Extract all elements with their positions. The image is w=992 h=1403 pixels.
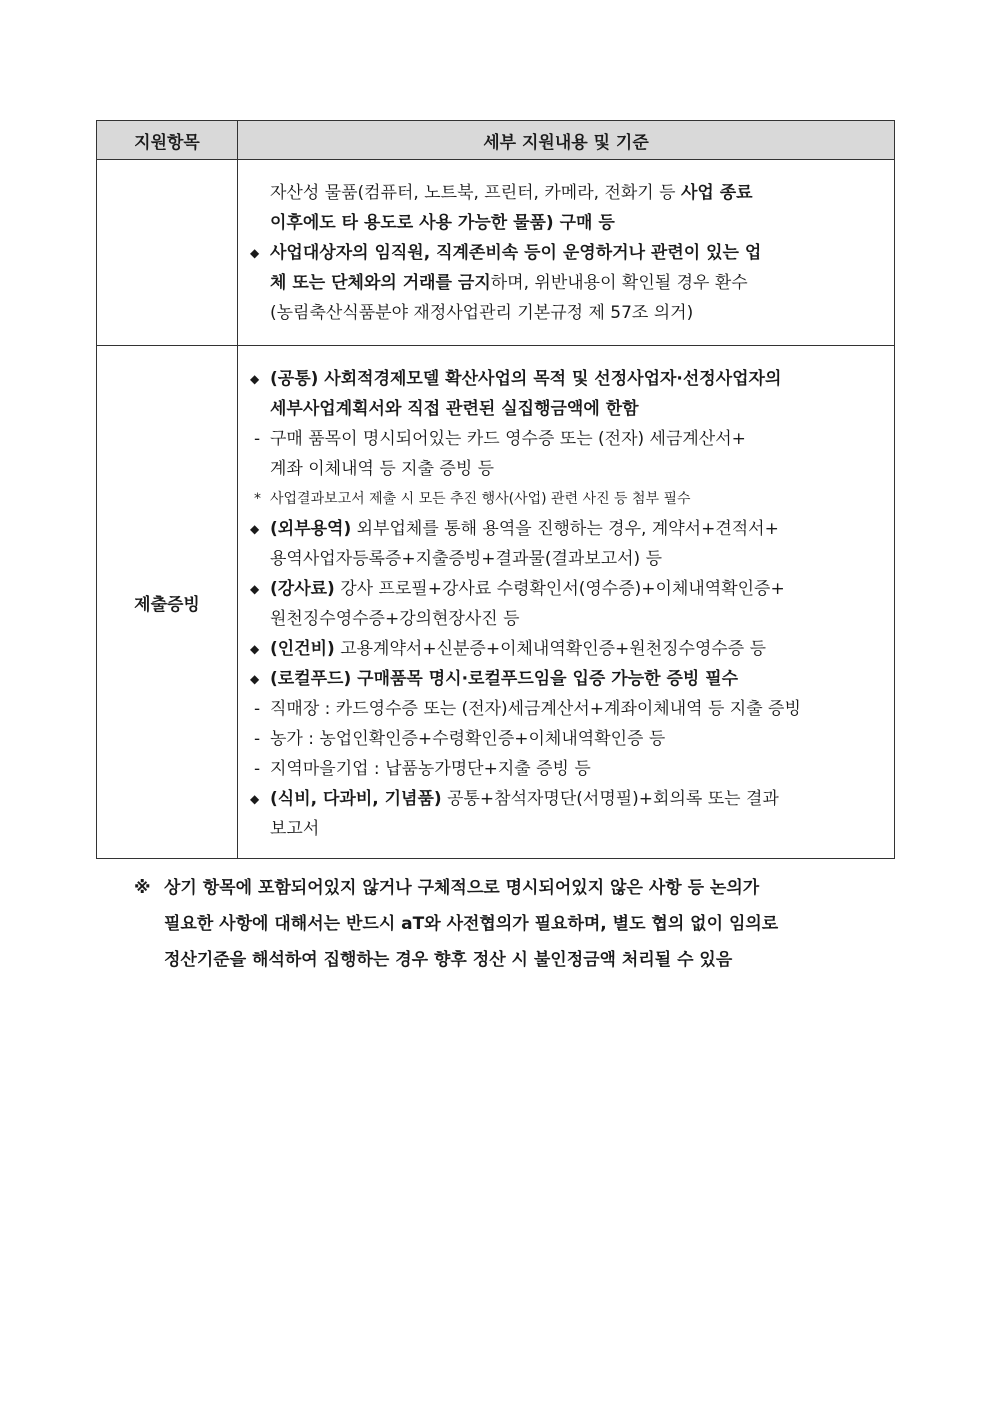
- text-line: 체 또는 단체와의 거래를 금지하며, 위반내용이 확인될 경우 환수: [270, 273, 748, 293]
- list-item: - 지역마을기업 : 납품농가명단+지출 증빙 등: [248, 754, 884, 784]
- footnote-line: 상기 항목에 포함되어있지 않거나 구체적으로 명시되어있지 않은 사항 등 논의가: [164, 878, 760, 898]
- text-line: 자산성 물품(컴퓨터, 노트북, 프린터, 카메라, 전화기 등 사업 종료: [270, 183, 753, 203]
- dash-marker: -: [254, 699, 261, 719]
- list-item: - 직매장 : 카드영수증 또는 (전자)세금계산서+계좌이체내역 등 지출 증빙: [248, 694, 884, 724]
- header-support-item: 지원항목: [97, 121, 238, 160]
- row-content: [238, 346, 895, 859]
- text-line: 원천징수영수증+강의현장사진 등: [270, 609, 520, 629]
- footnote-line: 필요한 사항에 대해서는 반드시 aT와 사전협의가 필요하며, 별도 협의 없이 임의로: [164, 914, 779, 934]
- list-item: ◆ 사업대상자의 임직원, 직계존비속 등이 운영하거나 관련이 있는 업: [248, 238, 884, 268]
- row-content: [238, 160, 895, 346]
- text-line: 보고서: [270, 819, 320, 839]
- text-line: 계좌 이체내역 등 지출 증빙 등: [270, 459, 495, 479]
- asterisk-icon: *: [254, 491, 261, 507]
- text-line: (농림축산식품분야 재정사업관리 기본규정 제 57조 의거): [270, 303, 694, 323]
- diamond-bullet-icon: ◆: [250, 582, 260, 596]
- dash-marker: -: [254, 429, 261, 449]
- diamond-bullet-icon: ◆: [250, 642, 260, 656]
- list-item: ◆ (강사료) 강사 프로필+강사료 수령확인서(영수증)+이체내역확인증+: [248, 574, 884, 604]
- list-item: - 구매 품목이 명시되어있는 카드 영수증 또는 (전자) 세금계산서+: [248, 424, 884, 454]
- dash-marker: -: [254, 729, 261, 749]
- list-item: ◆ (외부용역) 외부업체를 통해 용역을 진행하는 경우, 계약서+견적서+: [248, 514, 884, 544]
- text-line: 이후에도 타 용도로 사용 가능한 물품) 구매 등: [270, 213, 615, 233]
- diamond-bullet-icon: ◆: [250, 522, 260, 536]
- dash-marker: -: [254, 759, 261, 779]
- list-item: ◆ (로컬푸드) 구매품목 명시·로컬푸드임을 입증 가능한 증빙 필수: [248, 664, 884, 694]
- text-line: 용역사업자등록증+지출증빙+결과물(결과보고서) 등: [270, 549, 663, 569]
- table-row: [97, 346, 895, 859]
- list-item: ◆ (공통) 사회적경제모델 확산사업의 목적 및 선정사업자·선정사업자의: [248, 364, 884, 394]
- footnote-line: 정산기준을 해석하여 집행하는 경우 향후 정산 시 불인정금액 처리될 수 있음: [164, 950, 733, 970]
- diamond-bullet-icon: ◆: [250, 672, 260, 686]
- text-line: 세부사업계획서와 직접 관련된 실집행금액에 한함: [270, 399, 639, 419]
- diamond-bullet-icon: ◆: [250, 246, 260, 260]
- list-item: ◆ (인건비) 고용계약서+신분증+이체내역확인증+원천징수영수증 등: [248, 634, 884, 664]
- header-detail-criteria: 세부 지원내용 및 기준: [238, 121, 895, 160]
- row-label-empty: [97, 160, 238, 346]
- footnote: [134, 870, 904, 978]
- table-row: [97, 160, 895, 346]
- support-criteria-table: [96, 120, 895, 859]
- diamond-bullet-icon: ◆: [250, 792, 260, 806]
- list-item: ◆ (식비, 다과비, 기념품) 공통+참석자명단(서명필)+회의록 또는 결과: [248, 784, 884, 814]
- note-line: * 사업결과보고서 제출 시 모든 추진 행사(사업) 관련 사진 등 첨부 필수: [248, 484, 884, 514]
- diamond-bullet-icon: ◆: [250, 372, 260, 386]
- list-item: - 농가 : 농업인확인증+수령확인증+이체내역확인증 등: [248, 724, 884, 754]
- reference-mark-icon: ※: [134, 878, 151, 898]
- table-header-row: [97, 121, 895, 160]
- row-label-submission-evidence: 제출증빙: [97, 346, 238, 859]
